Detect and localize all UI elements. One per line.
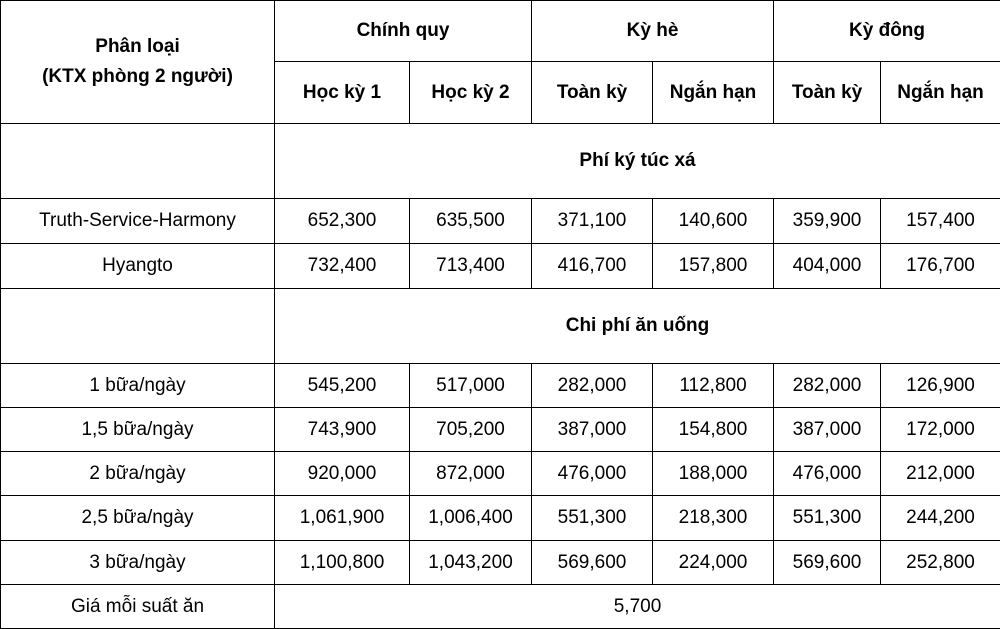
table-row: [1, 452, 1000, 496]
section-blank-cell: [1, 289, 275, 364]
cell-value: 359,900: [774, 199, 881, 244]
cell-value: 416,700: [532, 244, 653, 289]
cell-value: 920,000: [275, 452, 410, 496]
row-label: 1,5 bữa/ngày: [1, 408, 275, 452]
group-header-summer: Kỳ hè: [532, 1, 774, 62]
cell-value: 476,000: [532, 452, 653, 496]
category-header: [1, 1, 275, 124]
cell-value: 872,000: [410, 452, 532, 496]
cell-value: 282,000: [774, 364, 881, 408]
cell-value: 705,200: [410, 408, 532, 452]
meal-price-value: 5,700: [275, 585, 1000, 629]
cell-value: 154,800: [653, 408, 774, 452]
section-title-dorm-fee: Phí ký túc xá: [275, 124, 1000, 199]
cell-value: 157,400: [881, 199, 1000, 244]
meal-price-label: Giá mỗi suất ăn: [1, 585, 275, 629]
cell-value: 743,900: [275, 408, 410, 452]
cell-value: 212,000: [881, 452, 1000, 496]
cell-value: 126,900: [881, 364, 1000, 408]
cell-value: 551,300: [532, 496, 653, 541]
cell-value: 387,000: [532, 408, 653, 452]
cell-value: 172,000: [881, 408, 1000, 452]
cell-value: 157,800: [653, 244, 774, 289]
subheader-winter-full: Toàn kỳ: [774, 62, 881, 124]
cell-value: 545,200: [275, 364, 410, 408]
subheader-summer-full: Toàn kỳ: [532, 62, 653, 124]
cell-value: 635,500: [410, 199, 532, 244]
cell-value: 244,200: [881, 496, 1000, 541]
subheader-semester-1: Học kỳ 1: [275, 62, 410, 124]
group-header-winter: Kỳ đông: [774, 1, 1000, 62]
row-label: 1 bữa/ngày: [1, 364, 275, 408]
section-title-meal-cost: Chi phí ăn uống: [275, 289, 1000, 364]
cell-value: 252,800: [881, 541, 1000, 585]
subheader-summer-short: Ngắn hạn: [653, 62, 774, 124]
cell-value: 1,043,200: [410, 541, 532, 585]
cell-value: 224,000: [653, 541, 774, 585]
category-header-line2: (KTX phòng 2 người): [1, 62, 274, 92]
table-row: [1, 364, 1000, 408]
subheader-winter-short: Ngắn hạn: [881, 62, 1000, 124]
table-row: [1, 408, 1000, 452]
cell-value: 569,600: [532, 541, 653, 585]
cell-value: 652,300: [275, 199, 410, 244]
cell-value: 1,061,900: [275, 496, 410, 541]
cell-value: 1,100,800: [275, 541, 410, 585]
cell-value: 371,100: [532, 199, 653, 244]
cell-value: 713,400: [410, 244, 532, 289]
cell-value: 1,006,400: [410, 496, 532, 541]
table-row: [1, 244, 1000, 289]
cell-value: 732,400: [275, 244, 410, 289]
cell-value: 140,600: [653, 199, 774, 244]
cell-value: 476,000: [774, 452, 881, 496]
row-label: 2 bữa/ngày: [1, 452, 275, 496]
category-header-line1: Phân loại: [1, 32, 274, 62]
row-label: Truth-Service-Harmony: [1, 199, 275, 244]
cell-value: 551,300: [774, 496, 881, 541]
cell-value: 569,600: [774, 541, 881, 585]
table-row: [1, 199, 1000, 244]
cell-value: 188,000: [653, 452, 774, 496]
table-row: [1, 541, 1000, 585]
cell-value: 218,300: [653, 496, 774, 541]
row-label: Hyangto: [1, 244, 275, 289]
table-row: [1, 496, 1000, 541]
cell-value: 387,000: [774, 408, 881, 452]
cell-value: 112,800: [653, 364, 774, 408]
section-blank-cell: [1, 124, 275, 199]
row-label: 3 bữa/ngày: [1, 541, 275, 585]
group-header-regular: Chính quy: [275, 1, 532, 62]
cell-value: 176,700: [881, 244, 1000, 289]
cell-value: 404,000: [774, 244, 881, 289]
row-label: 2,5 bữa/ngày: [1, 496, 275, 541]
cell-value: 282,000: [532, 364, 653, 408]
subheader-semester-2: Học kỳ 2: [410, 62, 532, 124]
cell-value: 517,000: [410, 364, 532, 408]
